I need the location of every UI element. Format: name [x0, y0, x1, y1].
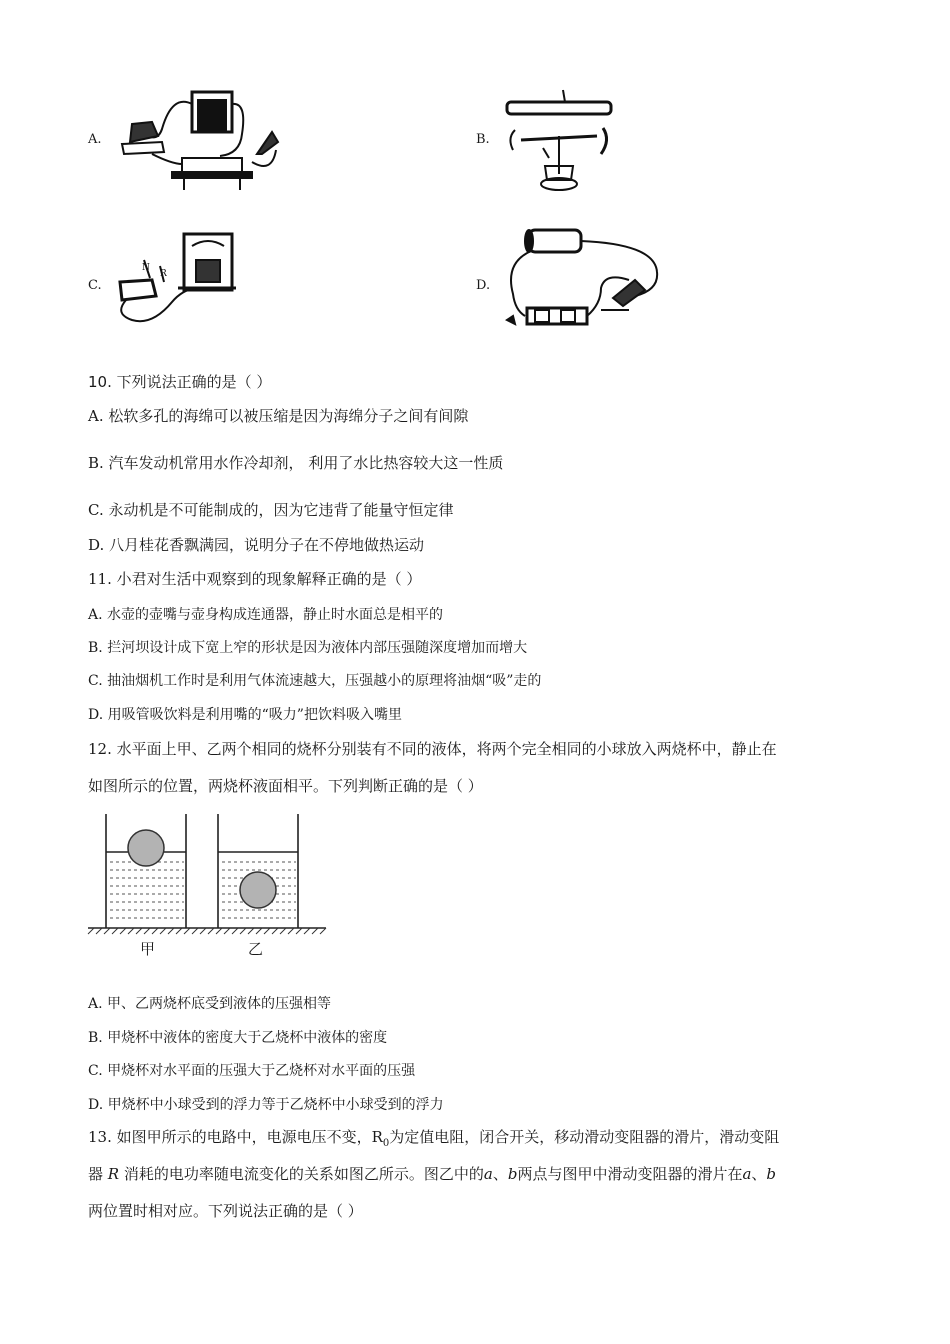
question-10-option-d: D. 八月桂花香飘满园，说明分子在不停地做热运动 [88, 536, 425, 554]
ball-left [128, 830, 164, 866]
option-b-label: B. [476, 132, 490, 147]
svg-text:R: R [160, 269, 167, 279]
question-10-stem [88, 371, 271, 392]
question-11-stem: 11. 小君对生活中观察到的现象解释正确的是（ ） [88, 570, 422, 588]
question-11-option-d: D. 用吸管吸饮料是利用嘴的“吸力”把饮料吸入嘴里 [88, 707, 402, 723]
question-10-option-a: A. 松软多孔的海绵可以被压缩是因为海绵分子之间有间隙 [88, 407, 469, 425]
variable-b: b [507, 1165, 518, 1183]
separator: 、 [492, 1165, 508, 1183]
separator-2: 、 [751, 1165, 767, 1183]
beaker-label-left: 甲 [140, 940, 156, 958]
beakers-figure [86, 810, 328, 936]
question-12-option-d: D. 甲烧杯中小球受到的浮力等于乙烧杯中小球受到的浮力 [88, 1097, 444, 1113]
variable-b-2: b [766, 1165, 777, 1183]
question-10-stem-text: 10. 下列说法正确的是（ ） [88, 373, 272, 391]
svg-text:N: N [142, 263, 150, 273]
question-13-line-2-a: 器 [88, 1165, 108, 1183]
option-d-label: D. [476, 278, 491, 293]
beaker-label-right: 乙 [248, 940, 264, 958]
question-10-option-b: B. 汽车发动机常用水作冷却剂， 利用了水比热容较大这一性质 [88, 454, 504, 472]
question-12-stem-line-1: 12. 水平面上甲、乙两个相同的烧杯分别装有不同的液体，将两个完全相同的小球放入两烧杯中，静止在 [88, 740, 777, 758]
option-a-label: A. [88, 132, 102, 147]
r0-subscript: 0 [382, 1138, 390, 1149]
compass-magnetic-needle-illustration [505, 88, 615, 194]
ball-right [240, 872, 276, 908]
question-12-option-b: B. 甲烧杯中液体的密度大于乙烧杯中液体的密度 [88, 1030, 388, 1046]
electromagnet-circuit-illustration [505, 224, 665, 332]
question-13-line-1-a: 13. 如图甲所示的电路中，电源电压不变，R [88, 1128, 383, 1146]
question-13-line-3: 两位置时相对应。下列说法正确的是（ ） [88, 1202, 363, 1220]
question-11-option-c: C. 抽油烟机工作时是利用气体流速越大，压强越小的原理将油烟“吸”走的 [88, 673, 542, 689]
question-13-line-2 [88, 1163, 776, 1184]
question-11-option-a: A. 水壶的壶嘴与壶身构成连通器，静止时水面总是相平的 [88, 607, 444, 623]
option-c-label: C. [88, 278, 102, 293]
question-12-stem-line-2: 如图所示的位置，两烧杯液面相平。下列判断正确的是（ ） [88, 777, 483, 795]
question-13-line-1 [88, 1126, 779, 1149]
variable-a: a [483, 1165, 493, 1183]
question-13-line-2-b: 消耗的电功率随电流变化的关系如图乙所示。图乙中的 [119, 1165, 484, 1183]
question-12-option-a: A. 甲、乙两烧杯底受到液体的压强相等 [88, 996, 332, 1012]
question-10-option-c: C. 永动机是不可能制成的，因为它违背了能量守恒定律 [88, 501, 454, 519]
variable-a-2: a [742, 1165, 752, 1183]
question-13-line-2-c: 两点与图甲中滑动变阻器的滑片在 [517, 1165, 743, 1183]
question-13-line-1-b: 为定值电阻，闭合开关，移动滑动变阻器的滑片，滑动变阻 [389, 1128, 780, 1146]
electromagnetic-induction-galvanometer-illustration [112, 230, 242, 332]
question-12-option-c: C. 甲烧杯对水平面的压强大于乙烧杯对水平面的压强 [88, 1063, 416, 1079]
question-11-option-b: B. 拦河坝设计成下宽上窄的形状是因为液体内部压强随深度增加而增大 [88, 640, 528, 656]
electric-motor-circuit-illustration [112, 84, 284, 194]
variable-r: R [107, 1165, 120, 1183]
